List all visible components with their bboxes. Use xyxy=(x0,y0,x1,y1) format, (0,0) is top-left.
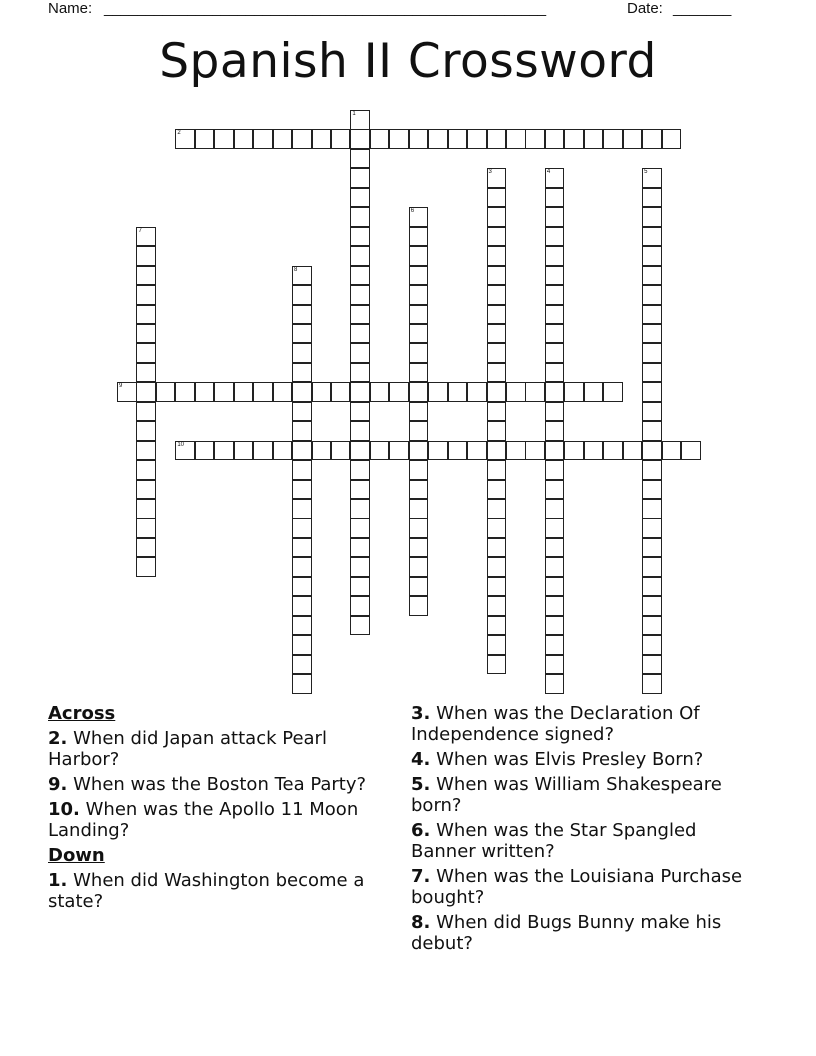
grid-cell[interactable] xyxy=(506,129,526,149)
grid-cell[interactable] xyxy=(603,382,623,402)
clue-number: 4. xyxy=(411,749,431,770)
grid-cell[interactable] xyxy=(292,402,312,422)
grid-cell[interactable] xyxy=(409,421,429,441)
grid-cell[interactable] xyxy=(292,421,312,441)
grid-cell[interactable] xyxy=(525,441,545,461)
grid-cell[interactable] xyxy=(642,421,662,441)
grid-cell[interactable] xyxy=(409,596,429,616)
grid-cell[interactable] xyxy=(370,129,390,149)
grid-cell[interactable] xyxy=(136,480,156,500)
cell-number: 9 xyxy=(119,383,123,390)
grid-cell[interactable] xyxy=(312,382,332,402)
grid-cell[interactable] xyxy=(175,382,195,402)
cell-number: 3 xyxy=(488,169,492,176)
grid-cell[interactable] xyxy=(409,382,429,402)
grid-cell[interactable] xyxy=(545,207,565,227)
grid-cell[interactable] xyxy=(409,538,429,558)
grid-cell[interactable] xyxy=(525,382,545,402)
grid-cell[interactable] xyxy=(662,441,682,461)
grid-cell[interactable] xyxy=(273,382,293,402)
grid-cell[interactable] xyxy=(214,382,234,402)
grid-cell[interactable] xyxy=(234,129,254,149)
clue-text: When was Elvis Presley Born? xyxy=(436,749,704,770)
grid-cell[interactable] xyxy=(487,305,507,325)
grid-cell[interactable] xyxy=(409,577,429,597)
grid-cell[interactable] xyxy=(350,480,370,500)
grid-cell[interactable] xyxy=(642,499,662,519)
cell-number: 5 xyxy=(644,169,648,176)
grid-cell[interactable] xyxy=(487,227,507,247)
clue-text: When was the Louisiana Purchase bought? xyxy=(411,866,743,908)
grid-cell[interactable] xyxy=(448,441,468,461)
grid-cell[interactable] xyxy=(350,363,370,383)
grid-cell[interactable] xyxy=(642,635,662,655)
clue-text: When was the Apollo 11 Moon Landing? xyxy=(48,799,359,841)
grid-cell[interactable] xyxy=(487,499,507,519)
grid-cell[interactable] xyxy=(175,129,195,149)
clues-column-right xyxy=(411,703,761,958)
clue-text: When did Japan attack Pearl Harbor? xyxy=(48,728,327,770)
clue-down-8 xyxy=(411,912,761,954)
grid-cell[interactable] xyxy=(642,343,662,363)
grid-cell[interactable] xyxy=(642,129,662,149)
grid-cell[interactable] xyxy=(253,382,273,402)
grid-cell[interactable] xyxy=(350,324,370,344)
grid-cell[interactable] xyxy=(370,441,390,461)
grid-cell[interactable] xyxy=(195,129,215,149)
grid-cell[interactable] xyxy=(409,207,429,227)
grid-cell[interactable] xyxy=(409,402,429,422)
clue-text: When was the Declaration Of Independence signed? xyxy=(411,703,700,745)
grid-cell[interactable] xyxy=(545,285,565,305)
grid-cell[interactable] xyxy=(409,518,429,538)
grid-cell[interactable] xyxy=(350,421,370,441)
grid-cell[interactable] xyxy=(487,168,507,188)
grid-cell[interactable] xyxy=(642,402,662,422)
clue-text: When did Bugs Bunny make his debut? xyxy=(411,912,722,954)
grid-cell[interactable] xyxy=(350,402,370,422)
grid-cell[interactable] xyxy=(545,363,565,383)
grid-cell[interactable] xyxy=(642,460,662,480)
grid-cell[interactable] xyxy=(487,441,507,461)
grid-cell[interactable] xyxy=(584,382,604,402)
grid-cell[interactable] xyxy=(584,441,604,461)
grid-cell[interactable] xyxy=(545,266,565,286)
grid-cell[interactable] xyxy=(292,674,312,694)
grid-cell[interactable] xyxy=(136,402,156,422)
grid-cell[interactable] xyxy=(545,538,565,558)
grid-cell[interactable] xyxy=(545,382,565,402)
clue-number: 3. xyxy=(411,703,431,724)
grid-cell[interactable] xyxy=(292,616,312,636)
grid-cell[interactable] xyxy=(623,441,643,461)
grid-cell[interactable] xyxy=(487,363,507,383)
grid-cell[interactable] xyxy=(545,674,565,694)
clue-text: When did Washington become a state? xyxy=(48,870,365,912)
date-label: Date: xyxy=(627,0,663,17)
grid-cell[interactable] xyxy=(487,324,507,344)
grid-cell[interactable] xyxy=(545,518,565,538)
grid-cell[interactable] xyxy=(545,402,565,422)
grid-cell[interactable] xyxy=(642,655,662,675)
across-heading: Across xyxy=(48,703,116,724)
clue-number: 6. xyxy=(411,820,431,841)
grid-cell[interactable] xyxy=(642,207,662,227)
grid-cell[interactable] xyxy=(564,382,584,402)
grid-cell[interactable] xyxy=(564,441,584,461)
grid-cell[interactable] xyxy=(545,635,565,655)
grid-cell[interactable] xyxy=(273,129,293,149)
grid-cell[interactable] xyxy=(331,441,351,461)
grid-cell[interactable] xyxy=(623,129,643,149)
grid-cell[interactable] xyxy=(292,266,312,286)
grid-cell[interactable] xyxy=(642,518,662,538)
grid-cell[interactable] xyxy=(292,518,312,538)
page-title: Spanish II Crossword xyxy=(159,34,657,89)
grid-cell[interactable] xyxy=(545,577,565,597)
clue-across-9 xyxy=(48,774,388,795)
grid-cell[interactable] xyxy=(642,382,662,402)
grid-cell[interactable] xyxy=(350,227,370,247)
grid-cell[interactable] xyxy=(136,557,156,577)
grid-cell[interactable] xyxy=(195,382,215,402)
grid-cell[interactable] xyxy=(467,441,487,461)
grid-cell[interactable] xyxy=(428,382,448,402)
cell-number: 6 xyxy=(410,208,415,215)
grid-cell[interactable] xyxy=(545,324,565,344)
grid-cell[interactable] xyxy=(350,577,370,597)
grid-cell[interactable] xyxy=(545,480,565,500)
clue-down-3 xyxy=(411,703,761,745)
grid-cell[interactable] xyxy=(642,285,662,305)
grid-cell[interactable] xyxy=(331,129,351,149)
grid-cell[interactable] xyxy=(350,460,370,480)
grid-cell[interactable] xyxy=(136,227,156,247)
grid-cell[interactable] xyxy=(545,655,565,675)
clue-down-6 xyxy=(411,820,761,862)
clue-text: When was the Boston Tea Party? xyxy=(73,774,367,795)
grid-cell[interactable] xyxy=(350,596,370,616)
grid-cell[interactable] xyxy=(681,441,701,461)
grid-cell[interactable] xyxy=(564,129,584,149)
grid-cell[interactable] xyxy=(487,188,507,208)
grid-cell[interactable] xyxy=(312,129,332,149)
clue-down-4 xyxy=(411,749,761,770)
grid-cell[interactable] xyxy=(350,188,370,208)
grid-cell[interactable] xyxy=(292,324,312,344)
grid-cell[interactable] xyxy=(292,557,312,577)
grid-cell[interactable] xyxy=(409,246,429,266)
grid-cell[interactable] xyxy=(234,382,254,402)
grid-cell[interactable] xyxy=(487,421,507,441)
grid-cell[interactable] xyxy=(487,518,507,538)
cell-number: 10 xyxy=(177,441,185,448)
grid-cell[interactable] xyxy=(273,441,293,461)
grid-cell[interactable] xyxy=(409,305,429,325)
grid-cell[interactable] xyxy=(136,363,156,383)
grid-cell[interactable] xyxy=(370,382,390,402)
grid-cell[interactable] xyxy=(642,596,662,616)
grid-cell[interactable] xyxy=(487,246,507,266)
grid-cell[interactable] xyxy=(642,480,662,500)
clue-across-2 xyxy=(48,728,388,770)
grid-cell[interactable] xyxy=(487,655,507,675)
grid-cell[interactable] xyxy=(642,674,662,694)
grid-cell[interactable] xyxy=(409,363,429,383)
grid-cell[interactable] xyxy=(487,616,507,636)
clue-number: 2. xyxy=(48,728,68,749)
grid-cell[interactable] xyxy=(487,343,507,363)
grid-cell[interactable] xyxy=(292,382,312,402)
grid-cell[interactable] xyxy=(214,441,234,461)
clue-down-1 xyxy=(48,870,388,912)
clue-number: 7. xyxy=(411,866,431,887)
grid-cell[interactable] xyxy=(292,596,312,616)
grid-cell[interactable] xyxy=(350,149,370,169)
grid-cell[interactable] xyxy=(487,285,507,305)
down-heading: Down xyxy=(48,845,105,866)
grid-cell[interactable] xyxy=(545,188,565,208)
grid-cell[interactable] xyxy=(292,538,312,558)
clue-number: 10. xyxy=(48,799,80,820)
grid-cell[interactable] xyxy=(136,382,156,402)
grid-cell[interactable] xyxy=(642,441,662,461)
grid-cell[interactable] xyxy=(545,460,565,480)
grid-cell[interactable] xyxy=(292,460,312,480)
grid-cell[interactable] xyxy=(350,168,370,188)
grid-cell[interactable] xyxy=(350,129,370,149)
grid-cell[interactable] xyxy=(487,460,507,480)
grid-cell[interactable] xyxy=(642,577,662,597)
grid-cell[interactable] xyxy=(136,324,156,344)
grid-cell[interactable] xyxy=(409,285,429,305)
grid-cell[interactable] xyxy=(253,441,273,461)
grid-cell[interactable] xyxy=(136,285,156,305)
clue-across-10 xyxy=(48,799,388,841)
clue-down-7 xyxy=(411,866,761,908)
grid-cell[interactable] xyxy=(350,499,370,519)
grid-cell[interactable] xyxy=(156,382,176,402)
grid-cell[interactable] xyxy=(545,499,565,519)
grid-cell[interactable] xyxy=(487,635,507,655)
grid-cell[interactable] xyxy=(487,382,507,402)
grid-cell[interactable] xyxy=(642,246,662,266)
grid-cell[interactable] xyxy=(350,305,370,325)
grid-cell[interactable] xyxy=(545,305,565,325)
grid-cell[interactable] xyxy=(487,207,507,227)
clue-number: 9. xyxy=(48,774,68,795)
grid-cell[interactable] xyxy=(292,655,312,675)
grid-cell[interactable] xyxy=(350,518,370,538)
grid-cell[interactable] xyxy=(642,227,662,247)
grid-cell[interactable] xyxy=(487,129,507,149)
grid-cell[interactable] xyxy=(136,305,156,325)
grid-cell[interactable] xyxy=(350,285,370,305)
grid-cell[interactable] xyxy=(545,227,565,247)
grid-cell[interactable] xyxy=(350,538,370,558)
grid-cell[interactable] xyxy=(389,441,409,461)
grid-cell[interactable] xyxy=(487,596,507,616)
grid-cell[interactable] xyxy=(642,188,662,208)
grid-cell[interactable] xyxy=(350,441,370,461)
grid-cell[interactable] xyxy=(642,557,662,577)
cell-number: 1 xyxy=(352,111,356,117)
clue-number: 1. xyxy=(48,870,68,891)
grid-cell[interactable] xyxy=(350,616,370,636)
grid-cell[interactable] xyxy=(214,129,234,149)
grid-cell[interactable] xyxy=(448,382,468,402)
grid-cell[interactable] xyxy=(292,343,312,363)
grid-cell[interactable] xyxy=(409,499,429,519)
grid-cell[interactable] xyxy=(409,441,429,461)
grid-cell[interactable] xyxy=(642,266,662,286)
grid-cell[interactable] xyxy=(642,363,662,383)
grid-cell[interactable] xyxy=(409,480,429,500)
grid-cell[interactable] xyxy=(350,110,370,130)
grid-cell[interactable] xyxy=(487,266,507,286)
grid-cell[interactable] xyxy=(603,129,623,149)
grid-cell[interactable] xyxy=(409,129,429,149)
grid-cell[interactable] xyxy=(545,421,565,441)
cell-number: 7 xyxy=(138,227,142,234)
date-field[interactable]: _______ xyxy=(673,0,732,17)
grid-cell[interactable] xyxy=(292,305,312,325)
grid-cell[interactable] xyxy=(662,129,682,149)
grid-cell[interactable] xyxy=(487,557,507,577)
grid-cell[interactable] xyxy=(467,129,487,149)
grid-cell[interactable] xyxy=(175,441,195,461)
grid-cell[interactable] xyxy=(117,382,137,402)
grid-cell[interactable] xyxy=(428,441,448,461)
grid-cell[interactable] xyxy=(292,577,312,597)
grid-cell[interactable] xyxy=(292,480,312,500)
grid-cell[interactable] xyxy=(253,129,273,149)
grid-cell[interactable] xyxy=(409,343,429,363)
grid-cell[interactable] xyxy=(136,266,156,286)
grid-cell[interactable] xyxy=(409,460,429,480)
grid-cell[interactable] xyxy=(292,499,312,519)
grid-cell[interactable] xyxy=(312,441,332,461)
grid-cell[interactable] xyxy=(642,168,662,188)
grid-cell[interactable] xyxy=(350,207,370,227)
grid-cell[interactable] xyxy=(545,616,565,636)
grid-cell[interactable] xyxy=(409,227,429,247)
grid-cell[interactable] xyxy=(642,616,662,636)
grid-cell[interactable] xyxy=(409,324,429,344)
grid-cell[interactable] xyxy=(545,596,565,616)
clue-number: 8. xyxy=(411,912,431,933)
grid-cell[interactable] xyxy=(448,129,468,149)
grid-cell[interactable] xyxy=(389,382,409,402)
grid-cell[interactable] xyxy=(292,363,312,383)
grid-cell[interactable] xyxy=(642,305,662,325)
grid-cell[interactable] xyxy=(389,129,409,149)
cell-number: 2 xyxy=(177,130,181,137)
grid-cell[interactable] xyxy=(487,577,507,597)
grid-cell[interactable] xyxy=(136,460,156,480)
grid-cell[interactable] xyxy=(545,557,565,577)
grid-cell[interactable] xyxy=(545,343,565,363)
grid-cell[interactable] xyxy=(409,266,429,286)
grid-cell[interactable] xyxy=(584,129,604,149)
grid-cell[interactable] xyxy=(603,441,623,461)
grid-cell[interactable] xyxy=(467,382,487,402)
grid-cell[interactable] xyxy=(545,441,565,461)
grid-cell[interactable] xyxy=(350,266,370,286)
grid-cell[interactable] xyxy=(136,421,156,441)
grid-cell[interactable] xyxy=(525,129,545,149)
grid-cell[interactable] xyxy=(642,538,662,558)
grid-cell[interactable] xyxy=(506,382,526,402)
grid-cell[interactable] xyxy=(292,129,312,149)
grid-cell[interactable] xyxy=(350,382,370,402)
grid-cell[interactable] xyxy=(195,441,215,461)
clue-down-5 xyxy=(411,774,761,816)
grid-cell[interactable] xyxy=(292,285,312,305)
name-field[interactable]: _____________________________________________________ xyxy=(104,0,547,17)
grid-cell[interactable] xyxy=(545,246,565,266)
grid-cell[interactable] xyxy=(136,246,156,266)
grid-cell[interactable] xyxy=(350,246,370,266)
grid-cell[interactable] xyxy=(487,480,507,500)
cell-number: 8 xyxy=(294,266,298,273)
clues-column-left xyxy=(48,703,388,916)
grid-cell[interactable] xyxy=(487,538,507,558)
clue-text: When was William Shakespeare born? xyxy=(411,774,722,816)
grid-cell[interactable] xyxy=(545,129,565,149)
grid-cell[interactable] xyxy=(136,499,156,519)
clue-text: When was the Star Spangled Banner written? xyxy=(411,820,697,862)
clue-number: 5. xyxy=(411,774,431,795)
grid-cell[interactable] xyxy=(292,441,312,461)
grid-cell[interactable] xyxy=(428,129,448,149)
grid-cell[interactable] xyxy=(545,168,565,188)
grid-cell[interactable] xyxy=(136,343,156,363)
grid-cell[interactable] xyxy=(136,538,156,558)
grid-cell[interactable] xyxy=(292,635,312,655)
name-label: Name: xyxy=(48,0,93,17)
grid-cell[interactable] xyxy=(136,441,156,461)
grid-cell[interactable] xyxy=(234,441,254,461)
grid-cell[interactable] xyxy=(487,402,507,422)
cell-number: 4 xyxy=(546,169,551,176)
grid-cell[interactable] xyxy=(506,441,526,461)
grid-cell[interactable] xyxy=(136,518,156,538)
grid-cell[interactable] xyxy=(331,382,351,402)
grid-cell[interactable] xyxy=(642,324,662,344)
grid-cell[interactable] xyxy=(350,557,370,577)
grid-cell[interactable] xyxy=(350,343,370,363)
grid-cell[interactable] xyxy=(409,557,429,577)
